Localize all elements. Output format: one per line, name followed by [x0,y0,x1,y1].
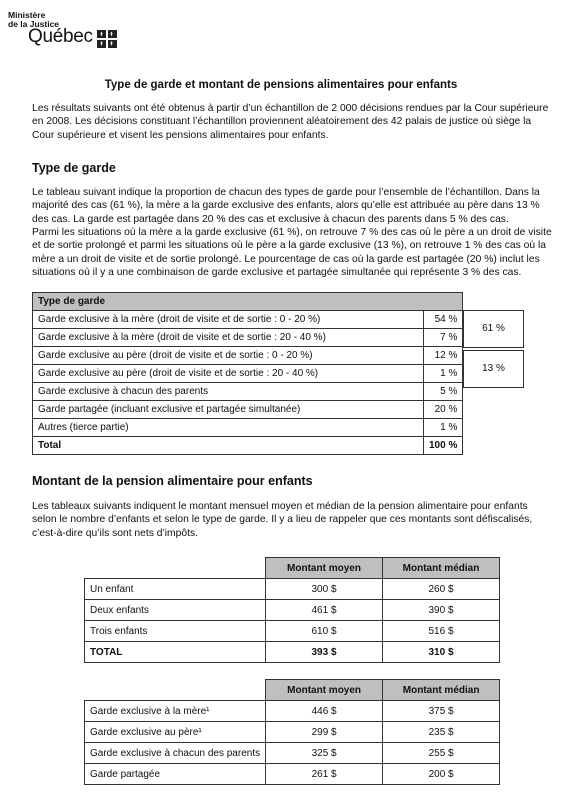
table-row [33,365,463,383]
row-label: Garde exclusive à la mère (droit de visite et de sortie : 20 - 40 %) [33,329,424,347]
row-label: Garde exclusive à chacun des parents [33,383,424,401]
cell-median: 235 $ [383,722,500,743]
table-total-row [33,437,463,455]
row-label: Garde exclusive au père (droit de visite et de sortie : 0 - 20 %) [33,347,424,365]
total-label: TOTAL [85,642,266,663]
col-header-moyen: Montant moyen [266,680,383,701]
cell-moyen: 300 $ [266,579,383,600]
total-moyen: 393 $ [266,642,383,663]
row-label: Garde partagée [85,764,266,785]
group-pere-total: 13 % [463,350,524,388]
section-heading-type-de-garde: Type de garde [32,161,116,175]
total-value: 100 % [424,437,463,455]
row-label: Garde exclusive au père (droit de visite et de sortie : 20 - 40 %) [33,365,424,383]
table-row [33,347,463,365]
table-row [33,329,463,347]
col-header-median: Montant médian [383,680,500,701]
row-label: Trois enfants [85,621,266,642]
table-header-row [85,680,500,701]
row-label: Un enfant [85,579,266,600]
montant-enfants-table [84,557,500,663]
table-row [85,579,500,600]
total-label: Total [33,437,424,455]
table-row [33,401,463,419]
table-row [85,701,500,722]
page-title: Type de garde et montant de pensions alimentaires pour enfants [104,79,458,91]
row-label: Garde exclusive à la mère (droit de visite et de sortie : 0 - 20 %) [33,311,424,329]
row-label: Deux enfants [85,600,266,621]
fleur-de-lis-flag-icon [97,30,117,48]
table-header-row [85,558,500,579]
cell-median: 375 $ [383,701,500,722]
row-label: Autres (tierce partie) [33,419,424,437]
section-heading-montant: Montant de la pension alimentaire pour enfants [32,474,313,488]
table-row [33,311,463,329]
row-value: 5 % [424,383,463,401]
cell-moyen: 446 $ [266,701,383,722]
type-garde-paragraph-1: Le tableau suivant indique la proportion de chacun des types de garde pour l’ensemble de l’échantillon. Dans la majorité des cas (61 %), la mère a la garde exclusive des enfants, alors qu’elle est attribuée au père dans 13 % des cas. La garde est partagée dans 20 % des cas et exclusive à chacun des parents dans 5 % des cas. [32,187,540,225]
logo-ministere: Ministère [8,10,46,20]
table-row [85,743,500,764]
row-value: 20 % [424,401,463,419]
row-label: Garde exclusive à chacun des parents [85,743,266,764]
cell-median: 260 $ [383,579,500,600]
logo-justice: de la Justice [8,19,60,29]
row-value: 1 % [424,365,463,383]
row-value: 1 % [424,419,463,437]
cell-median: 390 $ [383,600,500,621]
table-row [85,600,500,621]
type-garde-paragraph-2: Parmi les situations où la mère a la garde exclusive (61 %), on retrouve 7 % des cas où le père a un droit de visite et de sortie prolongé et parmi les situations où le père a la garde exclusive (13 %), on retrouve 1 % des cas où la mère a un droit de visite et de sortie prolongé. Le pourcentage de cas où la garde est partagée (20 %) inclut les situations où il y a une combinaison de garde exclusive et partagée simultanée qui représente 3 % des cas. [32,227,552,279]
table-header-cell: Type de garde [33,293,463,311]
group-mere-total: 61 % [463,310,524,348]
row-value: 54 % [424,311,463,329]
cell-moyen: 610 $ [266,621,383,642]
empty-header-cell [85,680,266,701]
table-row [33,419,463,437]
montant-paragraph: Les tableaux suivants indiquent le montant mensuel moyen et médian de la pension alimentaire pour enfants selon le nombre d’enfants et selon le type de garde. Il y a lieu de rappeler que ces montants sont défiscalisés, c’est-à-dire qu’ils sont nets d’impôts. [32,501,533,539]
intro-paragraph: Les résultats suivants ont été obtenus à partir d’un échantillon de 2 000 décisions rendues par la Cour supérieure en 2008. Les décisions constituant l’échantillon proviennent aléatoirement des 42 palais de justice où siège la Cour supérieure et visent les pensions alimentaires pour enfants. [32,103,549,141]
cell-moyen: 261 $ [266,764,383,785]
cell-median: 200 $ [383,764,500,785]
table-row [85,722,500,743]
cell-median: 516 $ [383,621,500,642]
row-label: Garde exclusive à la mère¹ [85,701,266,722]
montant-type-garde-table [84,679,500,785]
quebec-justice-logo [6,8,146,52]
cell-moyen: 461 $ [266,600,383,621]
row-label: Garde partagée (incluant exclusive et partagée simultanée) [33,401,424,419]
table-row [33,383,463,401]
col-header-median: Montant médian [383,558,500,579]
table-total-row [85,642,500,663]
type-garde-table [32,292,463,455]
row-value: 7 % [424,329,463,347]
table-header-row [33,293,463,311]
row-label: Garde exclusive au père¹ [85,722,266,743]
total-median: 310 $ [383,642,500,663]
empty-header-cell [85,558,266,579]
table-row [85,764,500,785]
col-header-moyen: Montant moyen [266,558,383,579]
cell-moyen: 299 $ [266,722,383,743]
cell-moyen: 325 $ [266,743,383,764]
cell-median: 255 $ [383,743,500,764]
table-row [85,621,500,642]
row-value: 12 % [424,347,463,365]
logo-quebec: Québec [28,26,93,47]
